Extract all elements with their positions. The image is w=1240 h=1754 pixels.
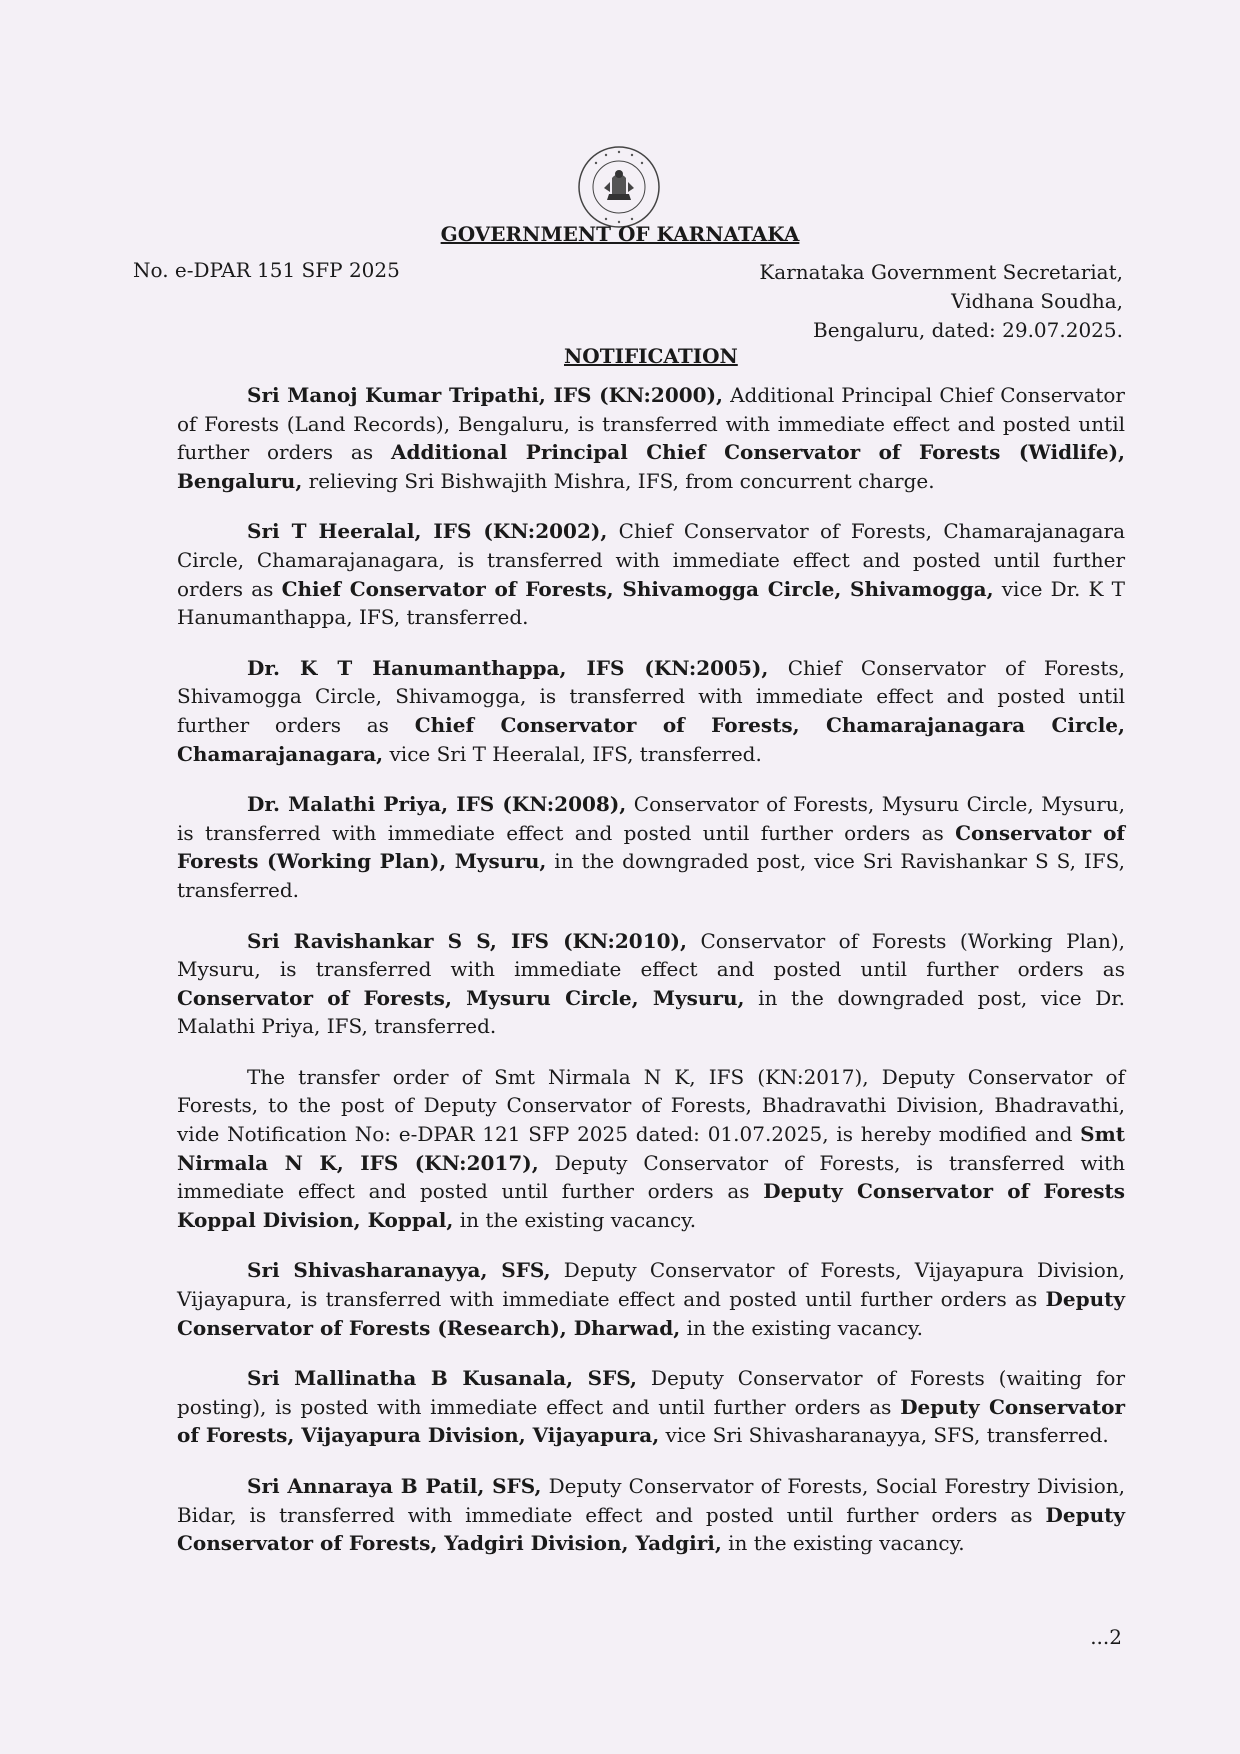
notification-body (177, 381, 1125, 1580)
paragraph-5 (177, 927, 1125, 1041)
paragraph-1 (177, 381, 1125, 495)
paragraph-text: relieving Sri Bishwajith Mishra, IFS, from concurrent charge. (302, 468, 935, 493)
posting-title: Deputy Conservator of Forests, Vijayapura Division, Vijayapura, (177, 1394, 1125, 1448)
notification-title: NOTIFICATION (564, 344, 738, 368)
posting-title: Additional Principal Chief Conservator of Forests (Widlife), Bengaluru, (177, 440, 1126, 493)
paragraph-6 (177, 1063, 1125, 1235)
government-title: GOVERNMENT OF KARNATAKA (440, 222, 800, 246)
paragraph-text: Deputy Conservator of Forests, Vijayapura Division, Vijayapura, is transferred with immediate effect and posted until further orders as (177, 1258, 1126, 1312)
posting-title: Deputy Conservator of Forests (Research), Dharwad, (177, 1287, 1125, 1340)
paragraph-9 (177, 1472, 1125, 1558)
paragraph-text: Conservator of Forests (Working Plan), Mysuru, is transferred with immediate effect and posted until further orders as (177, 928, 1125, 982)
address-line-1: Karnataka Government Secretariat, (759, 260, 1123, 284)
officer-name: Sri Ravishankar S S, IFS (KN:2010), (247, 928, 687, 953)
paragraph-text: Deputy Conservator of Forests, is transferred with immediate effect and posted until further orders as (177, 1150, 1125, 1204)
officer-name: Smt Nirmala N K, IFS (KN:2017), (177, 1122, 1125, 1175)
paragraph-text: Chief Conservator of Forests, Chamarajanagara Circle, Chamarajanagara, is transferred with immediate effect and posted until further orders as (177, 519, 1125, 601)
posting-title: Chief Conservator of Forests, Shivamogga Circle, Shivamogga, (281, 576, 994, 601)
paragraph-7 (177, 1256, 1125, 1342)
paragraph-text: vice Sri T Heeralal, IFS, transferred. (383, 741, 762, 766)
paragraph-text: Additional Principal Chief Conservator of Forests (Land Records), Bengaluru, is transferred with immediate effect and posted until further orders as (177, 383, 1125, 465)
paragraph-text: vice Sri Shivasharanayya, SFS, transferred. (659, 1423, 1109, 1448)
paragraph-text: in the downgraded post, vice Sri Ravishankar S S, IFS, transferred. (177, 849, 1125, 902)
paragraph-2 (177, 517, 1125, 631)
paragraph-3 (177, 654, 1125, 768)
paragraph-text: Conservator of Forests, Mysuru Circle, Mysuru, is transferred with immediate effect and posted until further orders as (177, 792, 1125, 845)
posting-title: Conservator of Forests, Mysuru Circle, Mysuru, (177, 985, 745, 1010)
paragraph-text: in the existing vacancy. (680, 1315, 924, 1340)
posting-title: Deputy Conservator of Forests, Yadgiri Division, Yadgiri, (177, 1502, 1125, 1556)
paragraph-4 (177, 790, 1125, 904)
posting-title: Chief Conservator of Forests, Chamarajanagara Circle, Chamarajanagara, (177, 712, 1125, 766)
page-continuation-marker: ...2 (1090, 1625, 1122, 1649)
paragraph-text: Chief Conservator of Forests, Shivamogga Circle, Shivamogga, is transferred with immediate effect and posted until further orders as (177, 655, 1125, 737)
address-line-2: Vidhana Soudha, (951, 289, 1123, 313)
officer-name: Sri Annaraya B Patil, SFS, (247, 1474, 542, 1498)
order-number: No. e-DPAR 151 SFP 2025 (133, 258, 400, 282)
karnataka-emblem-icon (574, 142, 664, 232)
posting-title: Conservator of Forests (Working Plan), Mysuru, (177, 820, 1126, 874)
address-line-3: Bengaluru, dated: 29.07.2025. (813, 318, 1123, 342)
officer-name: Sri Manoj Kumar Tripathi, IFS (KN:2000), (247, 383, 724, 407)
officer-name: Sri Mallinatha B Kusanala, SFS, (247, 1366, 637, 1391)
paragraph-text: Deputy Conservator of Forests (waiting for posting), is posted with immediate effect and until further orders as (177, 1366, 1125, 1419)
paragraph-8 (177, 1364, 1125, 1450)
officer-name: Dr. Malathi Priya, IFS (KN:2008), (247, 792, 627, 817)
officer-name: Sri T Heeralal, IFS (KN:2002), (247, 519, 608, 544)
paragraph-text: vice Dr. K T Hanumanthappa, IFS, transferred. (177, 576, 1125, 630)
address-block (759, 258, 1123, 345)
officer-name: Dr. K T Hanumanthappa, IFS (KN:2005), (247, 655, 769, 680)
posting-title: Deputy Conservator of Forests Koppal Division, Koppal, (177, 1179, 1126, 1232)
paragraph-text: The transfer order of Smt Nirmala N K, IFS (KN:2017), Deputy Conservator of Forests, to the post of Deputy Conservator of Forests, Bhadravathi Division, Bhadravathi, vide Notification No: e-DPAR 121 SFP 2025 dated: 01.07.2025, is hereby modified and (177, 1064, 1125, 1147)
paragraph-text: in the existing vacancy. (721, 1531, 965, 1556)
paragraph-text: in the downgraded post, vice Dr. Malathi Priya, IFS, transferred. (177, 985, 1125, 1039)
paragraph-text: in the existing vacancy. (453, 1207, 697, 1232)
officer-name: Sri Shivasharanayya, SFS, (247, 1258, 551, 1283)
paragraph-text: Deputy Conservator of Forests, Social Forestry Division, Bidar, is transferred with immediate effect and posted until further orders as (177, 1474, 1125, 1527)
